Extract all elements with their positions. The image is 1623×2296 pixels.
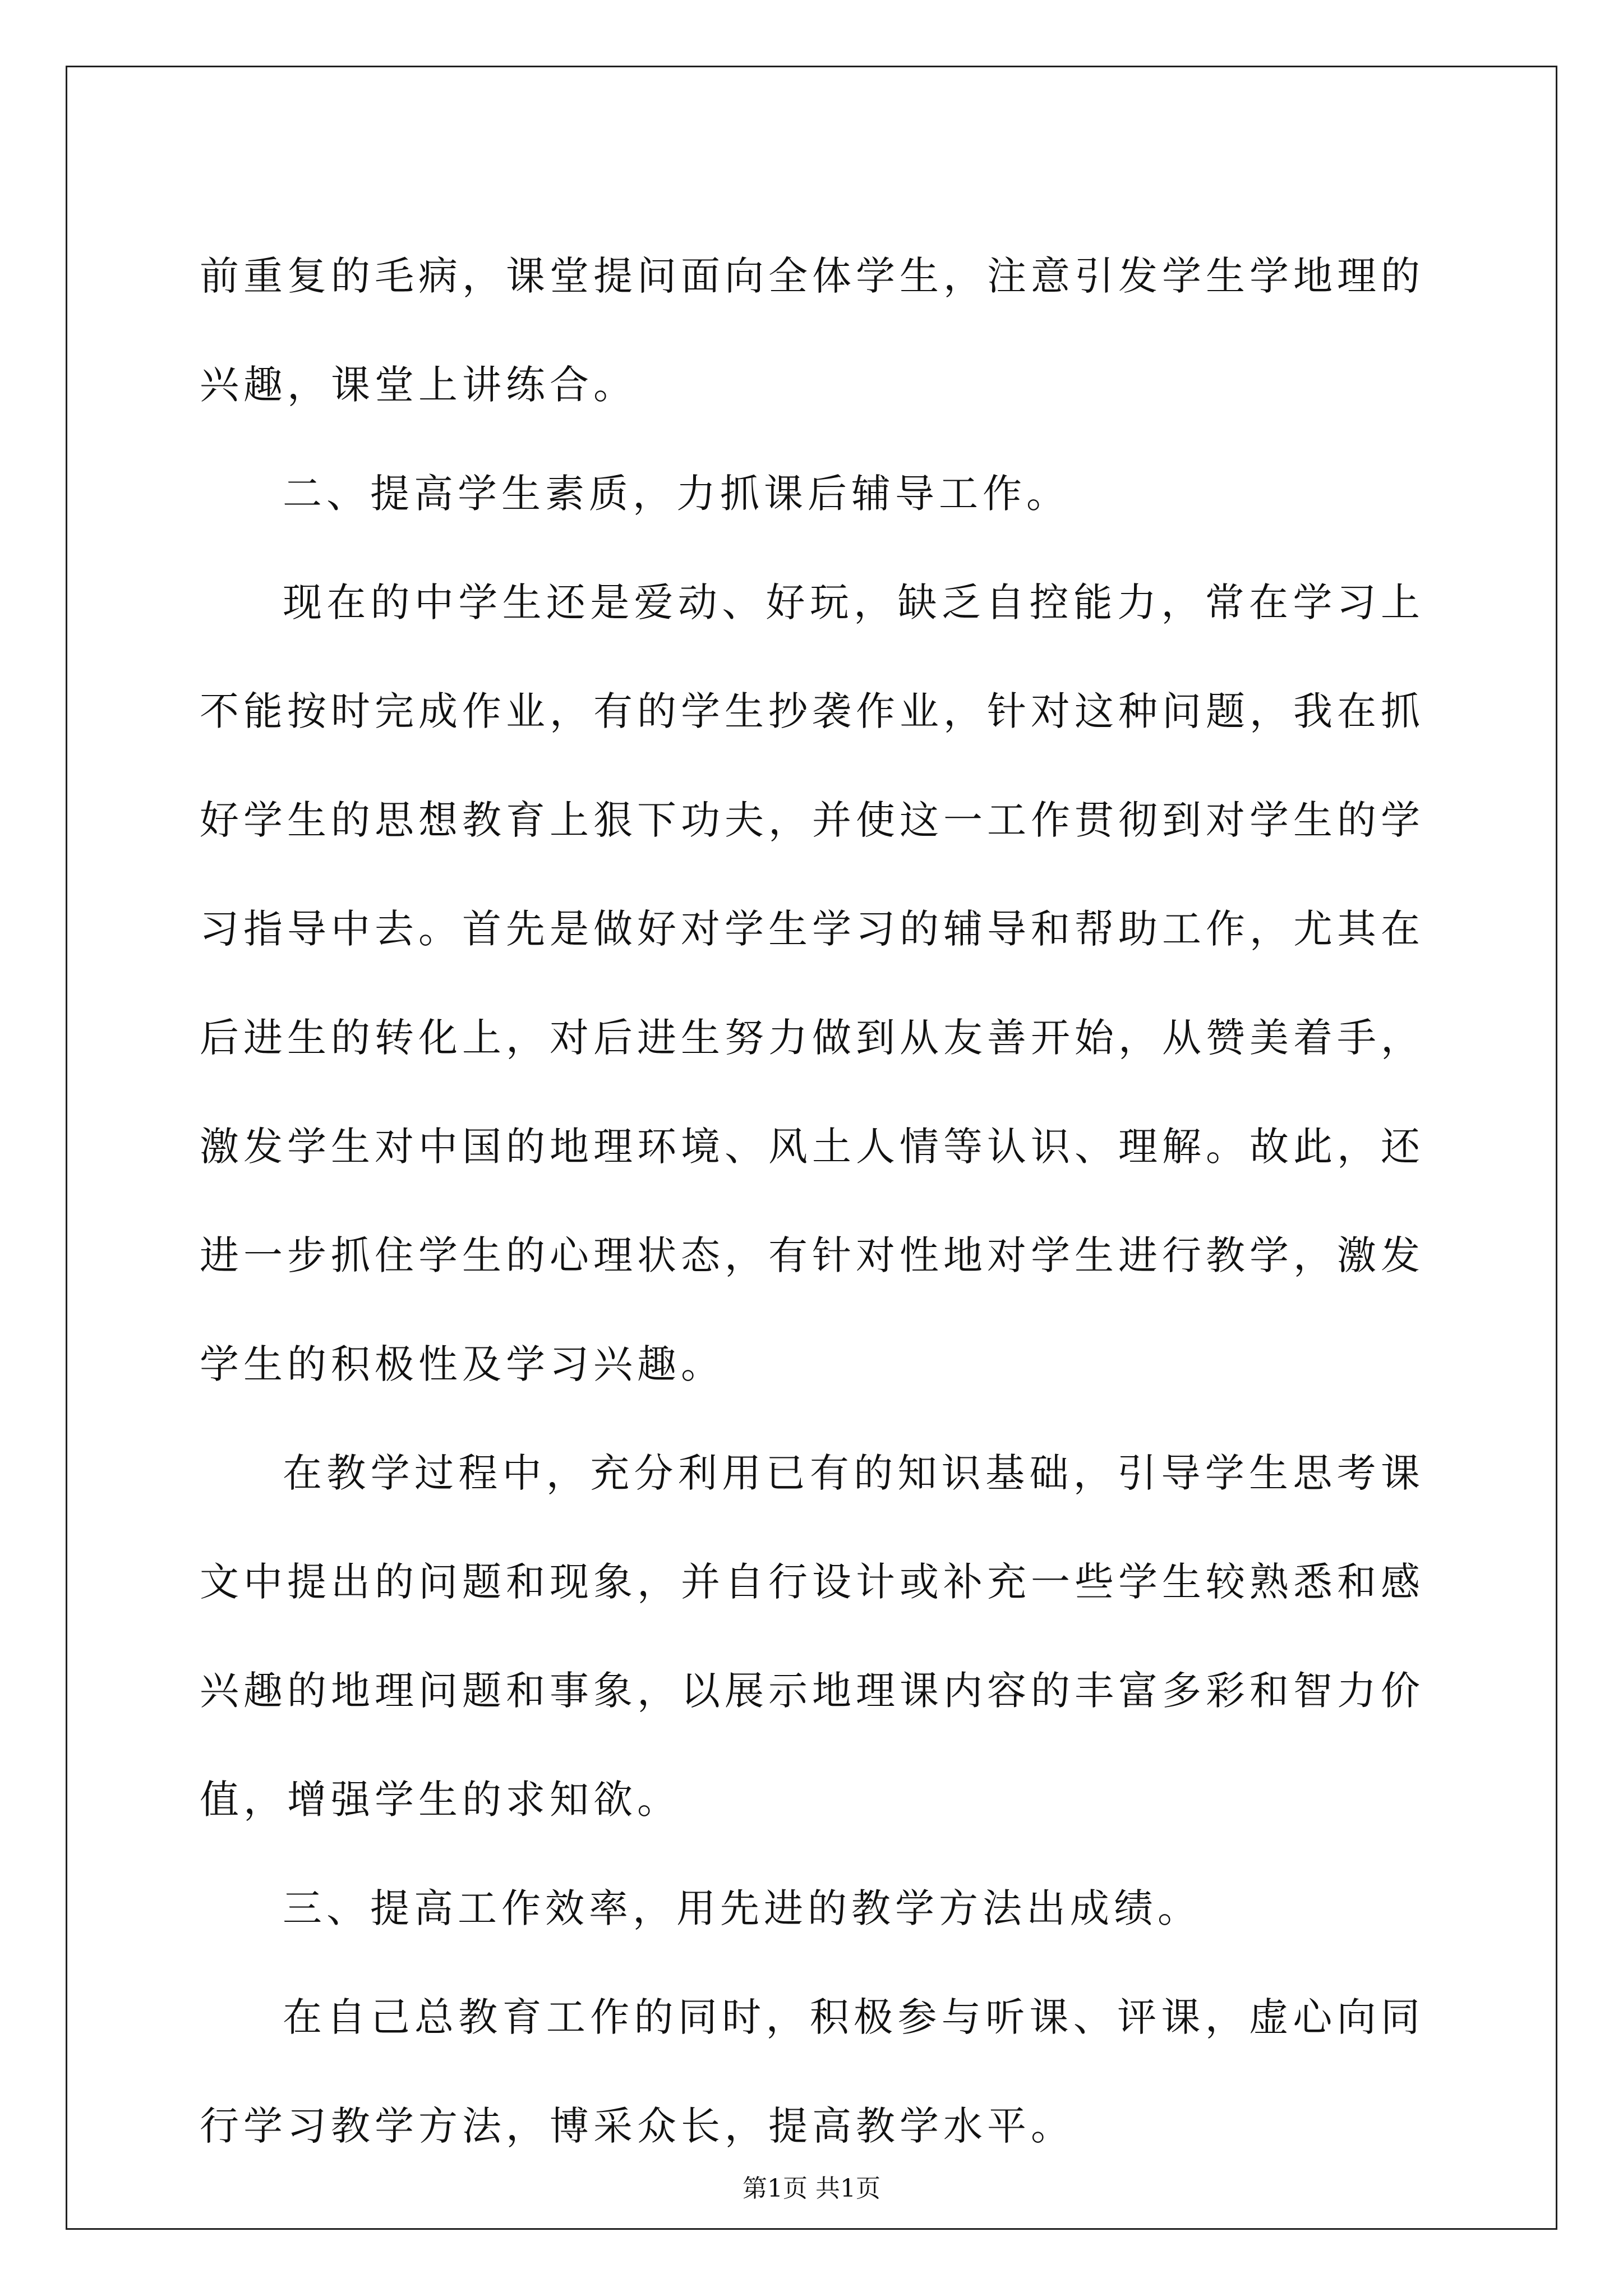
paragraph: 现在的中学生还是爱动、好玩，缺乏自控能力，常在学习上不能按时完成作业，有的学生抄袭作业，针对这种问题，我在抓好学生的思想教育上狠下功夫，并使这一工作贯彻到对学生的学习指导中去。首先是做好对学生学习的辅导和帮助工作，尤其在后进生的转化上，对后进生努力做到从友善开始，从赞美着手，激发学生对中国的地理环境、风土人情等认识、理解。故此，还进一步抓住学生的心理状态，有针对性地对学生进行教学，激发学生的积极性及学习兴趣。 (200, 579, 1424, 1387)
page-footer: 第1页 共1页 (743, 2174, 880, 2203)
section-heading-2: 二、提高学生素质，力抓课后辅导工作。 (283, 471, 1070, 517)
document-body (200, 222, 1424, 2180)
paragraph: 在自己总教育工作的同时，积极参与听课、评课，虚心向同行学习教学方法，博采众长，提高教学水平。 (200, 1994, 1424, 2149)
paragraph-continuation: 前重复的毛病，课堂提问面向全体学生，注意引发学生学地理的兴趣，课堂上讲练合。 (200, 253, 1424, 408)
section-heading-3: 三、提高工作效率，用先进的教学方法出成绩。 (283, 1885, 1201, 1931)
paragraph: 在教学过程中，充分利用已有的知识基础，引导学生思考课文中提出的问题和现象，并自行设计或补充一些学生较熟悉和感兴趣的地理问题和事象，以展示地理课内容的丰富多彩和智力价值，增强学生的求知欲。 (200, 1450, 1424, 1823)
